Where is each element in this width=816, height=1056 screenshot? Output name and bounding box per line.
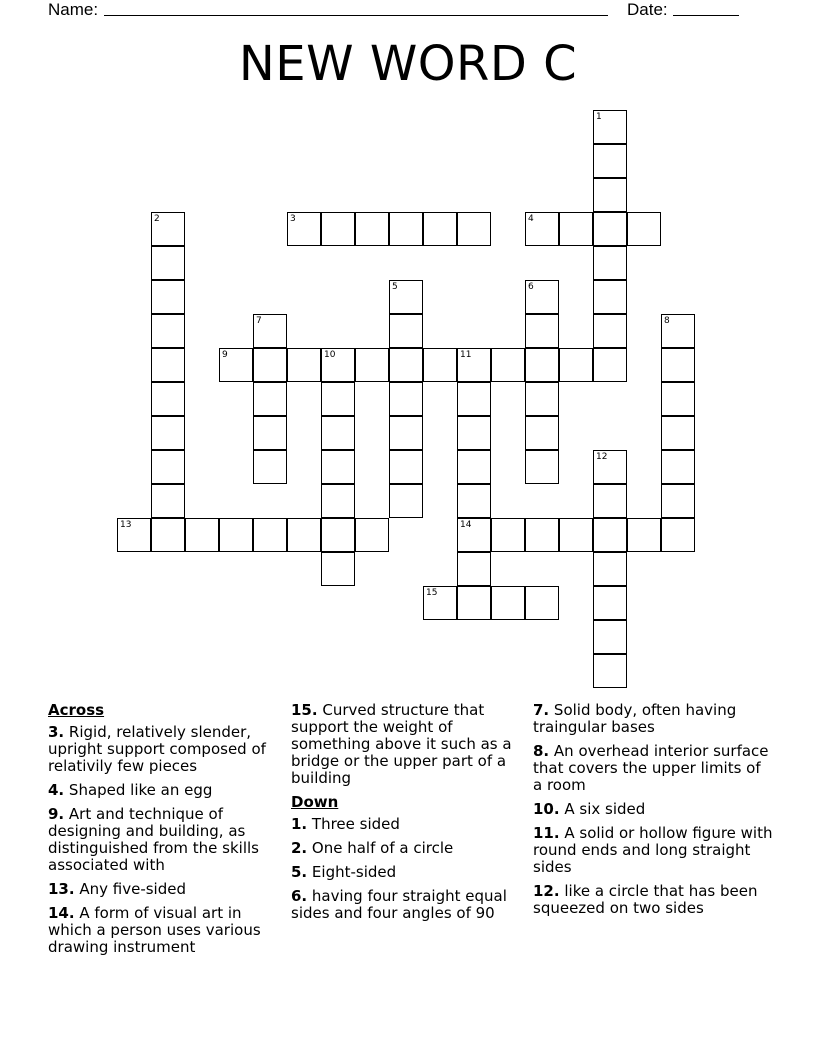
grid-cell[interactable]: [457, 382, 491, 416]
date-label: Date:: [627, 0, 668, 19]
grid-cell[interactable]: [593, 246, 627, 280]
grid-cell[interactable]: [321, 416, 355, 450]
grid-cell[interactable]: [525, 382, 559, 416]
grid-cell[interactable]: [525, 314, 559, 348]
clue-across: 9. Art and technique of designing and building, as distinguished from the skills associated with: [48, 805, 259, 874]
name-label: Name:: [48, 0, 99, 19]
grid-cell[interactable]: [355, 348, 389, 382]
grid-cell[interactable]: [389, 280, 423, 314]
grid-cell[interactable]: [593, 110, 627, 144]
grid-cell[interactable]: [389, 348, 423, 382]
grid-cell[interactable]: [253, 450, 287, 484]
grid-cell[interactable]: [151, 212, 185, 246]
grid-cell[interactable]: [525, 416, 559, 450]
grid-cell[interactable]: [423, 348, 457, 382]
grid-cell[interactable]: [389, 382, 423, 416]
grid-cell[interactable]: [355, 212, 389, 246]
grid-cell[interactable]: [491, 348, 525, 382]
clue-number: 2: [154, 214, 160, 224]
clue-down: 7. Solid body, often having traingular bases: [533, 701, 737, 736]
grid-cell[interactable]: [559, 212, 593, 246]
grid-cell[interactable]: [593, 348, 627, 382]
clue-across: 3. Rigid, relatively slender, upright support composed of relativily few pieces: [48, 723, 266, 775]
grid-cell[interactable]: [253, 382, 287, 416]
grid-cell[interactable]: [593, 280, 627, 314]
grid-cell[interactable]: [151, 280, 185, 314]
clue-down: 11. A solid or hollow figure with round ends and long straight sides: [533, 824, 773, 876]
grid-cell[interactable]: [389, 416, 423, 450]
clue-number: 1: [596, 112, 602, 122]
grid-cell[interactable]: [661, 484, 695, 518]
grid-cell[interactable]: [593, 178, 627, 212]
grid-cell[interactable]: [457, 348, 491, 382]
grid-cell[interactable]: [253, 314, 287, 348]
grid-cell[interactable]: [287, 518, 321, 552]
grid-cell[interactable]: [253, 518, 287, 552]
grid-cell[interactable]: [525, 280, 559, 314]
grid-cell[interactable]: [627, 212, 661, 246]
grid-cell[interactable]: [593, 552, 627, 586]
grid-cell[interactable]: [151, 348, 185, 382]
grid-cell[interactable]: [525, 348, 559, 382]
grid-cell[interactable]: [151, 416, 185, 450]
clue-across: 15. Curved structure that support the weight of something above it such as a bridge or the upper part of a building: [291, 701, 512, 787]
grid-cell[interactable]: [661, 450, 695, 484]
clue-number: 7: [256, 316, 262, 326]
grid-cell[interactable]: [593, 484, 627, 518]
grid-cell[interactable]: [219, 518, 253, 552]
grid-cell[interactable]: [593, 654, 627, 688]
grid-cell[interactable]: [321, 518, 355, 552]
grid-cell[interactable]: [457, 484, 491, 518]
grid-cell[interactable]: [661, 382, 695, 416]
clue-down: 1. Three sided: [291, 815, 400, 833]
grid-cell[interactable]: [151, 314, 185, 348]
grid-cell[interactable]: [593, 518, 627, 552]
grid-cell[interactable]: [525, 212, 559, 246]
grid-cell[interactable]: [253, 416, 287, 450]
grid-cell[interactable]: [389, 450, 423, 484]
grid-cell[interactable]: [661, 518, 695, 552]
grid-cell[interactable]: [457, 416, 491, 450]
grid-cell[interactable]: [321, 212, 355, 246]
grid-cell[interactable]: [389, 484, 423, 518]
grid-cell[interactable]: [321, 382, 355, 416]
grid-cell[interactable]: [457, 518, 491, 552]
grid-cell[interactable]: [457, 586, 491, 620]
grid-cell[interactable]: [151, 518, 185, 552]
clue-number: 8: [664, 316, 670, 326]
clue-column-3: [533, 702, 773, 924]
grid-cell[interactable]: [525, 586, 559, 620]
grid-cell[interactable]: [151, 382, 185, 416]
grid-cell[interactable]: [151, 484, 185, 518]
puzzle-title: NEW WORD C: [238, 36, 578, 92]
grid-cell[interactable]: [219, 348, 253, 382]
grid-cell[interactable]: [151, 450, 185, 484]
grid-cell[interactable]: [491, 518, 525, 552]
clue-number: 9: [222, 350, 228, 360]
grid-cell[interactable]: [423, 212, 457, 246]
clue-number: 14: [460, 520, 472, 530]
grid-cell[interactable]: [627, 518, 661, 552]
grid-cell[interactable]: [117, 518, 151, 552]
grid-cell[interactable]: [525, 518, 559, 552]
grid-cell[interactable]: [593, 620, 627, 654]
grid-cell[interactable]: [559, 348, 593, 382]
grid-cell[interactable]: [287, 212, 321, 246]
grid-cell[interactable]: [593, 314, 627, 348]
clue-number: 13: [120, 520, 132, 530]
grid-cell[interactable]: [593, 586, 627, 620]
clue-number: 4: [528, 214, 534, 224]
grid-cell[interactable]: [525, 450, 559, 484]
clue-column-2: [291, 702, 527, 929]
grid-cell[interactable]: [593, 212, 627, 246]
clue-column-1: [48, 702, 280, 963]
grid-cell[interactable]: [457, 450, 491, 484]
grid-cell[interactable]: [457, 552, 491, 586]
grid-cell[interactable]: [151, 246, 185, 280]
clue-number: 6: [528, 282, 534, 292]
clue-number: 3: [290, 214, 296, 224]
grid-cell[interactable]: [661, 348, 695, 382]
clue-across: 14. A form of visual art in which a person uses various drawing instrument: [48, 904, 261, 956]
grid-cell[interactable]: [321, 348, 355, 382]
grid-cell[interactable]: [389, 212, 423, 246]
clue-number: 11: [460, 350, 472, 360]
grid-cell[interactable]: [253, 348, 287, 382]
grid-cell[interactable]: [491, 586, 525, 620]
grid-cell[interactable]: [355, 518, 389, 552]
grid-cell[interactable]: [661, 416, 695, 450]
clue-down: 8. An overhead interior surface that covers the upper limits of a room: [533, 742, 769, 794]
clue-number: 5: [392, 282, 398, 292]
clue-number: 10: [324, 350, 336, 360]
grid-cell[interactable]: [321, 552, 355, 586]
grid-cell[interactable]: [457, 212, 491, 246]
grid-cell[interactable]: [559, 518, 593, 552]
grid-cell[interactable]: [423, 586, 457, 620]
grid-cell[interactable]: [593, 144, 627, 178]
clue-down: 6. having four straight equal sides and four angles of 90: [291, 887, 507, 922]
clue-down: 12. like a circle that has been squeezed on two sides: [533, 882, 758, 917]
clue-down: 10. A six sided: [533, 800, 646, 818]
clue-down: 2. One half of a circle: [291, 839, 454, 857]
grid-cell[interactable]: [593, 450, 627, 484]
across-heading: Across: [48, 701, 105, 719]
clue-number: 15: [426, 588, 438, 598]
grid-cell[interactable]: [321, 450, 355, 484]
grid-cell[interactable]: [321, 484, 355, 518]
grid-cell[interactable]: [287, 348, 321, 382]
clue-number: 12: [596, 452, 608, 462]
grid-cell[interactable]: [389, 314, 423, 348]
grid-cell[interactable]: [185, 518, 219, 552]
clue-across: 13. Any five-sided: [48, 880, 186, 898]
clue-down: 5. Eight-sided: [291, 863, 397, 881]
down-heading: Down: [291, 793, 339, 811]
grid-cell[interactable]: [661, 314, 695, 348]
clue-across: 4. Shaped like an egg: [48, 781, 213, 799]
